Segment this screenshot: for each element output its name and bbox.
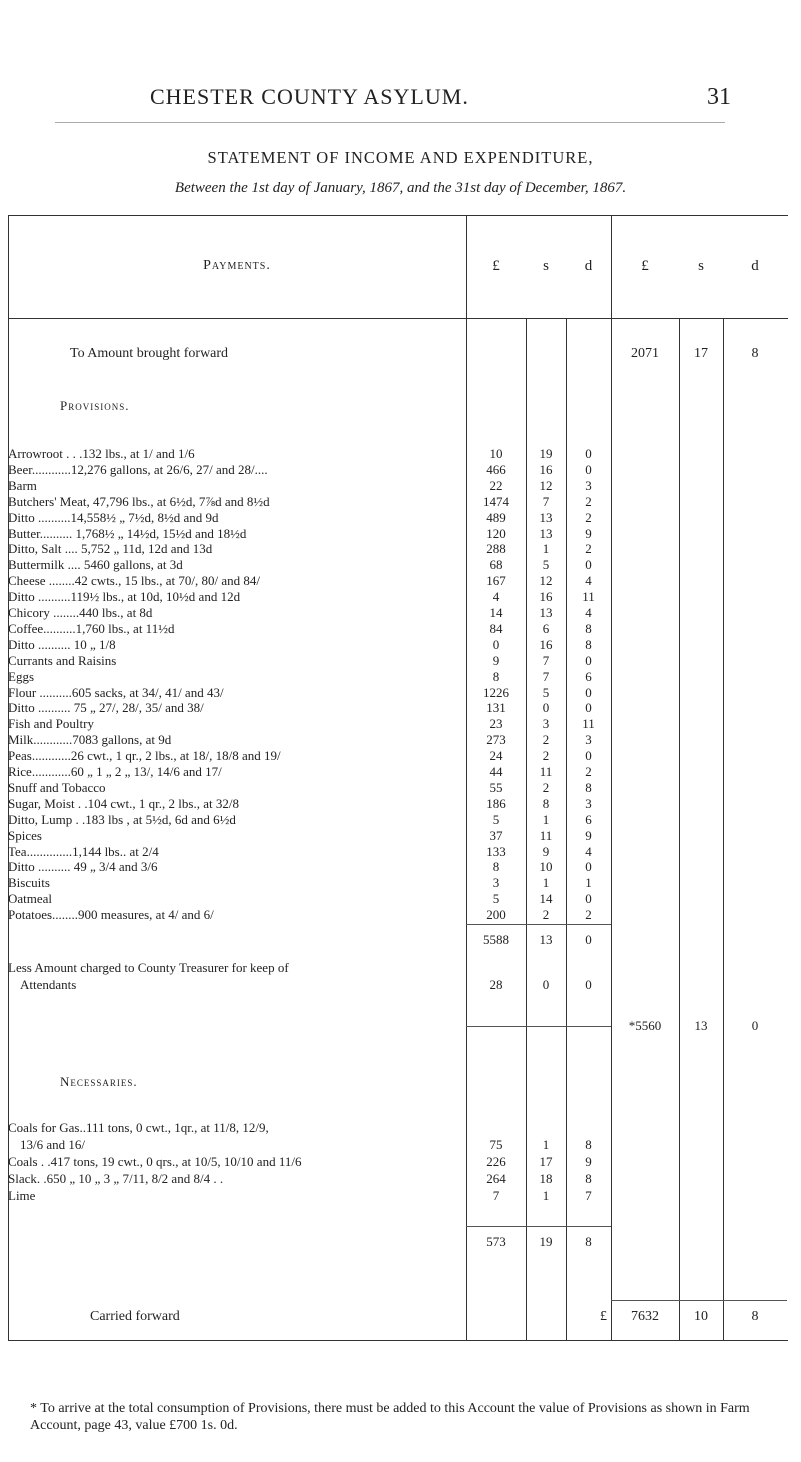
necessary-desc: Coals . .417 tons, 19 cwt., 0 qrs., at 10/5, 10/10 and 11/6 (8, 1154, 302, 1169)
carried-forward-shillings: 10 (694, 1309, 708, 1324)
page-number: 31 (707, 84, 731, 110)
provision-row (0, 828, 801, 844)
provision-row (0, 637, 801, 653)
provision-row (0, 700, 801, 716)
provision-pounds: 84 (489, 620, 503, 636)
necessary-desc-cont: 13/6 and 16/ (20, 1137, 85, 1152)
provision-desc: Buttermilk .... 5460 gallons, at 3d (8, 557, 183, 573)
provision-pounds: 120 (486, 525, 506, 541)
provision-pounds: 8 (492, 668, 500, 684)
provision-pence: 3 (585, 477, 592, 493)
provision-desc: Peas............26 cwt., 1 qr., 2 lbs., at 18/, 18/8 and 19/ (8, 748, 281, 764)
table-bottom-border (8, 1340, 788, 1341)
pence-header: d (751, 258, 759, 274)
provision-desc: Ditto .......... 75 „ 27/, 28/, 35/ and 38/ (8, 700, 204, 716)
provision-pounds: 3 (492, 875, 500, 891)
provision-desc: Flour ..........605 sacks, at 34/, 41/ and 43/ (8, 684, 224, 700)
provision-desc: Coffee..........1,760 lbs., at 11½d (8, 620, 175, 636)
provision-shillings: 13 (539, 525, 553, 541)
provision-pence: 8 (585, 620, 592, 636)
provision-row (0, 732, 801, 748)
necessary-pounds: 264 (486, 1171, 506, 1186)
provision-row (0, 621, 801, 637)
provision-row (0, 669, 801, 685)
provision-pence: 0 (585, 557, 592, 573)
provision-shillings: 13 (539, 509, 553, 525)
provisions-total-row (0, 932, 801, 948)
provision-pounds: 22 (489, 477, 503, 493)
provisions-net-shillings: 13 (694, 1018, 708, 1033)
provision-row (0, 796, 801, 812)
necessary-desc: Lime (8, 1188, 36, 1203)
less-pence: 0 (585, 977, 592, 992)
necessaries-total-row (0, 1234, 801, 1250)
necessary-row (0, 1171, 801, 1187)
provision-row (0, 446, 801, 462)
provision-shillings: 10 (539, 859, 553, 875)
provision-row (0, 605, 801, 621)
provision-row (0, 685, 801, 701)
provision-row (0, 526, 801, 542)
provision-shillings: 2 (542, 732, 550, 748)
provision-row (0, 573, 801, 589)
brought-forward-shillings: 17 (694, 346, 708, 361)
less-shillings: 0 (542, 977, 550, 992)
provision-row (0, 716, 801, 732)
necessary-row (0, 1120, 801, 1152)
provision-shillings: 3 (542, 716, 550, 732)
necessary-pence: 8 (585, 1171, 592, 1186)
necessaries-heading: Necessaries. (60, 1074, 138, 1089)
provision-pence: 9 (585, 827, 592, 843)
provision-desc: Butchers' Meat, 47,796 lbs., at 6½d, 7⅞d and 8½d (8, 493, 270, 509)
provision-desc: Currants and Raisins (8, 652, 117, 668)
running-title: CHESTER COUNTY ASYLUM. (150, 84, 469, 109)
provision-row (0, 891, 801, 907)
provision-pounds: 8 (492, 859, 500, 875)
necessary-pounds: 75 (489, 1137, 503, 1152)
provision-desc: Fish and Poultry (8, 716, 94, 732)
provision-pence: 4 (585, 605, 592, 620)
provision-pounds: 44 (489, 764, 503, 779)
necessary-shillings: 1 (542, 1137, 550, 1152)
provision-desc: Ditto ..........14,558½ „ 7½d, 8½d and 9d (8, 509, 219, 525)
provision-desc: Arrowroot . . .132 lbs., at 1/ and 1/6 (8, 446, 195, 461)
provision-shillings: 12 (539, 477, 553, 493)
provision-shillings: 7 (542, 668, 550, 684)
provision-row (0, 510, 801, 526)
provision-desc: Chicory ........440 lbs., at 8d (8, 605, 153, 620)
provision-pence: 2 (585, 493, 592, 509)
provision-shillings: 16 (539, 589, 553, 605)
provision-desc: Oatmeal (8, 891, 53, 907)
provision-desc: Sugar, Moist . .104 cwt., 1 qr., 2 lbs., at 32/8 (8, 795, 239, 811)
provision-pounds: 55 (489, 779, 503, 795)
provision-row (0, 812, 801, 828)
provision-pounds: 273 (486, 732, 506, 748)
provision-shillings: 16 (539, 636, 553, 652)
provision-pence: 0 (585, 748, 592, 764)
shillings-header: s (698, 258, 704, 274)
provision-desc: Ditto, Lump . .183 lbs , at 5½d, 6d and 6½d (8, 811, 236, 827)
provision-pounds: 9 (492, 652, 500, 668)
necessaries-total-shillings: 19 (539, 1234, 553, 1249)
provision-shillings: 19 (539, 446, 553, 461)
provision-pounds: 288 (486, 541, 506, 557)
necessary-pence: 7 (585, 1188, 592, 1203)
provision-shillings: 11 (539, 764, 553, 779)
carried-forward-row (0, 1309, 801, 1325)
provision-pounds: 23 (489, 716, 503, 732)
necessary-shillings: 17 (539, 1154, 553, 1169)
provision-pounds: 1474 (483, 493, 509, 509)
provision-row (0, 844, 801, 860)
provision-row (0, 653, 801, 669)
table-top-border (8, 215, 788, 216)
provision-row (0, 478, 801, 494)
necessaries-total-pounds: 573 (486, 1234, 506, 1249)
provision-pounds: 466 (486, 461, 506, 477)
provision-shillings: 1 (542, 541, 550, 557)
provision-pounds: 0 (492, 636, 500, 652)
brought-forward-pounds: 2071 (631, 346, 659, 361)
provision-pounds: 68 (489, 557, 503, 573)
provision-desc: Snuff and Tobacco (8, 779, 106, 795)
provision-desc: Rice............60 „ 1 „ 2 „ 13/, 14/6 and 17/ (8, 764, 222, 779)
provision-desc: Ditto .......... 49 „ 3/4 and 3/6 (8, 859, 158, 875)
provision-shillings: 2 (542, 907, 550, 923)
provision-pence: 3 (585, 795, 592, 811)
provision-shillings: 6 (542, 620, 550, 636)
provision-pence: 3 (585, 732, 592, 748)
provision-row (0, 589, 801, 605)
provision-pounds: 133 (486, 843, 506, 859)
provision-shillings: 12 (539, 573, 553, 589)
pounds-header: £ (492, 258, 500, 274)
header-bottom-border (8, 318, 788, 319)
provision-row (0, 462, 801, 478)
carried-currency: £ (600, 1309, 607, 1324)
brought-forward-pence: 8 (751, 346, 759, 361)
provision-desc: Biscuits (8, 875, 50, 891)
provisions-total-pence: 0 (585, 932, 592, 947)
provision-desc: Ditto .......... 10 „ 1/8 (8, 636, 116, 652)
top-rule (55, 122, 725, 123)
provision-pence: 0 (585, 684, 592, 700)
necessary-pence: 8 (585, 1137, 592, 1152)
provision-pence: 2 (585, 764, 592, 779)
provision-shillings: 7 (542, 493, 550, 509)
provision-pence: 0 (585, 700, 592, 716)
provision-pounds: 131 (486, 700, 506, 716)
provision-pence: 8 (585, 636, 592, 652)
necessary-pence: 9 (585, 1154, 592, 1169)
subtotal-rule (466, 1226, 611, 1227)
provision-pence: 0 (585, 891, 592, 907)
provision-shillings: 0 (542, 700, 550, 716)
provision-desc: Ditto ..........119½ lbs., at 10d, 10½d and 12d (8, 589, 241, 605)
provisions-net-pounds: *5560 (628, 1018, 662, 1033)
provision-pounds: 489 (486, 509, 506, 525)
provision-row (0, 875, 801, 891)
necessary-row (0, 1188, 801, 1204)
carried-forward-label: Carried forward (90, 1309, 180, 1324)
provision-pence: 8 (585, 779, 592, 795)
provision-pence: 2 (585, 509, 592, 525)
provisions-total-pounds: 5588 (483, 932, 509, 947)
provision-row (0, 541, 801, 557)
provision-desc: Milk............7083 gallons, at 9d (8, 732, 172, 748)
subtotal-rule (466, 924, 611, 925)
provision-pence: 11 (582, 716, 595, 732)
provision-pounds: 5 (492, 811, 500, 827)
provision-desc: Cheese ........42 cwts., 15 lbs., at 70/, 80/ and 84/ (8, 573, 261, 589)
provision-pence: 9 (585, 525, 592, 541)
provision-row (0, 748, 801, 764)
less-label-2: Attendants (20, 977, 77, 992)
provision-pounds: 167 (486, 573, 506, 589)
provision-desc: Ditto, Salt .... 5,752 „ 11d, 12d and 13d (8, 541, 213, 557)
provision-row (0, 764, 801, 780)
shillings-header: s (543, 258, 549, 274)
necessary-pounds: 226 (486, 1154, 506, 1169)
pounds-header: £ (641, 258, 649, 274)
provision-pounds: 10 (489, 446, 503, 461)
provision-pence: 4 (585, 843, 592, 859)
provision-shillings: 1 (542, 875, 550, 891)
provision-desc: Butter.......... 1,768½ „ 14½d, 15½d and 18½d (8, 525, 247, 541)
provision-shillings: 11 (539, 827, 553, 843)
provision-shillings: 2 (542, 748, 550, 764)
carried-forward-pounds: 7632 (631, 1309, 659, 1324)
provision-row (0, 780, 801, 796)
provision-row (0, 494, 801, 510)
provision-pence: 6 (585, 668, 592, 684)
provision-desc: Barm (8, 477, 37, 493)
statement-subtitle: Between the 1st day of January, 1867, and the 31st day of December, 1867. (174, 180, 627, 196)
carried-rule (611, 1300, 787, 1301)
provision-pence: 0 (585, 652, 592, 668)
provision-pence: 0 (585, 859, 592, 875)
provision-shillings: 13 (539, 605, 553, 620)
carried-forward-pence: 8 (751, 1309, 759, 1324)
necessary-desc: Slack. .650 „ 10 „ 3 „ 7/11, 8/2 and 8/4 . . (8, 1171, 224, 1186)
necessary-row (0, 1154, 801, 1170)
provision-row (0, 907, 801, 923)
provision-row (0, 557, 801, 573)
provision-pounds: 186 (486, 795, 506, 811)
provision-pounds: 14 (489, 605, 503, 620)
less-label-1: Less Amount charged to County Treasurer for keep of (8, 960, 289, 975)
provision-shillings: 5 (542, 684, 550, 700)
necessary-shillings: 1 (542, 1188, 550, 1203)
provision-shillings: 16 (539, 461, 553, 477)
provisions-total-shillings: 13 (539, 932, 553, 947)
provision-pence: 11 (582, 589, 595, 605)
provision-shillings: 9 (542, 843, 550, 859)
statement-title: STATEMENT OF INCOME AND EXPENDITURE, (207, 148, 594, 167)
pence-header: d (584, 258, 593, 274)
provision-shillings: 7 (542, 652, 550, 668)
brought-forward-label: To Amount brought forward (70, 346, 229, 361)
necessary-shillings: 18 (539, 1171, 553, 1186)
brought-forward-row (0, 346, 801, 362)
provision-desc: Spices (8, 827, 42, 843)
necessary-pounds: 7 (492, 1188, 500, 1203)
provision-pounds: 37 (489, 827, 503, 843)
provision-pence: 6 (585, 811, 592, 827)
provision-shillings: 5 (542, 557, 550, 573)
provision-pounds: 4 (492, 589, 500, 605)
provision-pence: 2 (585, 541, 592, 557)
footnote: * To arrive at the total consumption of Provisions, there must be added to this Account the value of Provisions as shown in Farm Account, page 43, value £700 1s. 0d. (30, 1401, 750, 1433)
provision-pounds: 1226 (483, 684, 509, 700)
provision-desc: Potatoes........900 measures, at 4/ and 6/ (8, 907, 214, 923)
less-line-2 (0, 977, 801, 993)
less-pounds: 28 (489, 977, 503, 992)
provision-shillings: 14 (539, 891, 553, 907)
payments-header: Payments. (203, 258, 271, 273)
provision-pounds: 200 (486, 907, 506, 923)
provision-desc: Tea..............1,144 lbs.. at 2/4 (8, 843, 159, 859)
provision-shillings: 2 (542, 779, 550, 795)
provisions-heading: Provisions. (60, 398, 130, 413)
provision-desc: Beer............12,276 gallons, at 26/6, 27/ and 28/.... (8, 461, 268, 477)
provision-shillings: 8 (542, 795, 550, 811)
provisions-net-row (0, 1018, 801, 1034)
provision-pence: 2 (585, 907, 592, 923)
provision-pounds: 24 (489, 748, 503, 764)
necessary-desc: Coals for Gas..111 tons, 0 cwt., 1qr., at 11/8, 12/9, (8, 1120, 269, 1135)
provision-pounds: 5 (492, 891, 500, 907)
provision-row (0, 859, 801, 875)
less-line-1 (0, 960, 801, 976)
provision-pence: 4 (585, 573, 592, 589)
provision-shillings: 1 (542, 811, 550, 827)
provision-pence: 0 (585, 446, 592, 461)
necessaries-total-pence: 8 (585, 1234, 592, 1249)
provision-desc: Eggs (8, 668, 34, 684)
provision-pence: 0 (585, 461, 592, 477)
provision-pence: 1 (585, 875, 592, 891)
provisions-net-pence: 0 (751, 1018, 759, 1033)
